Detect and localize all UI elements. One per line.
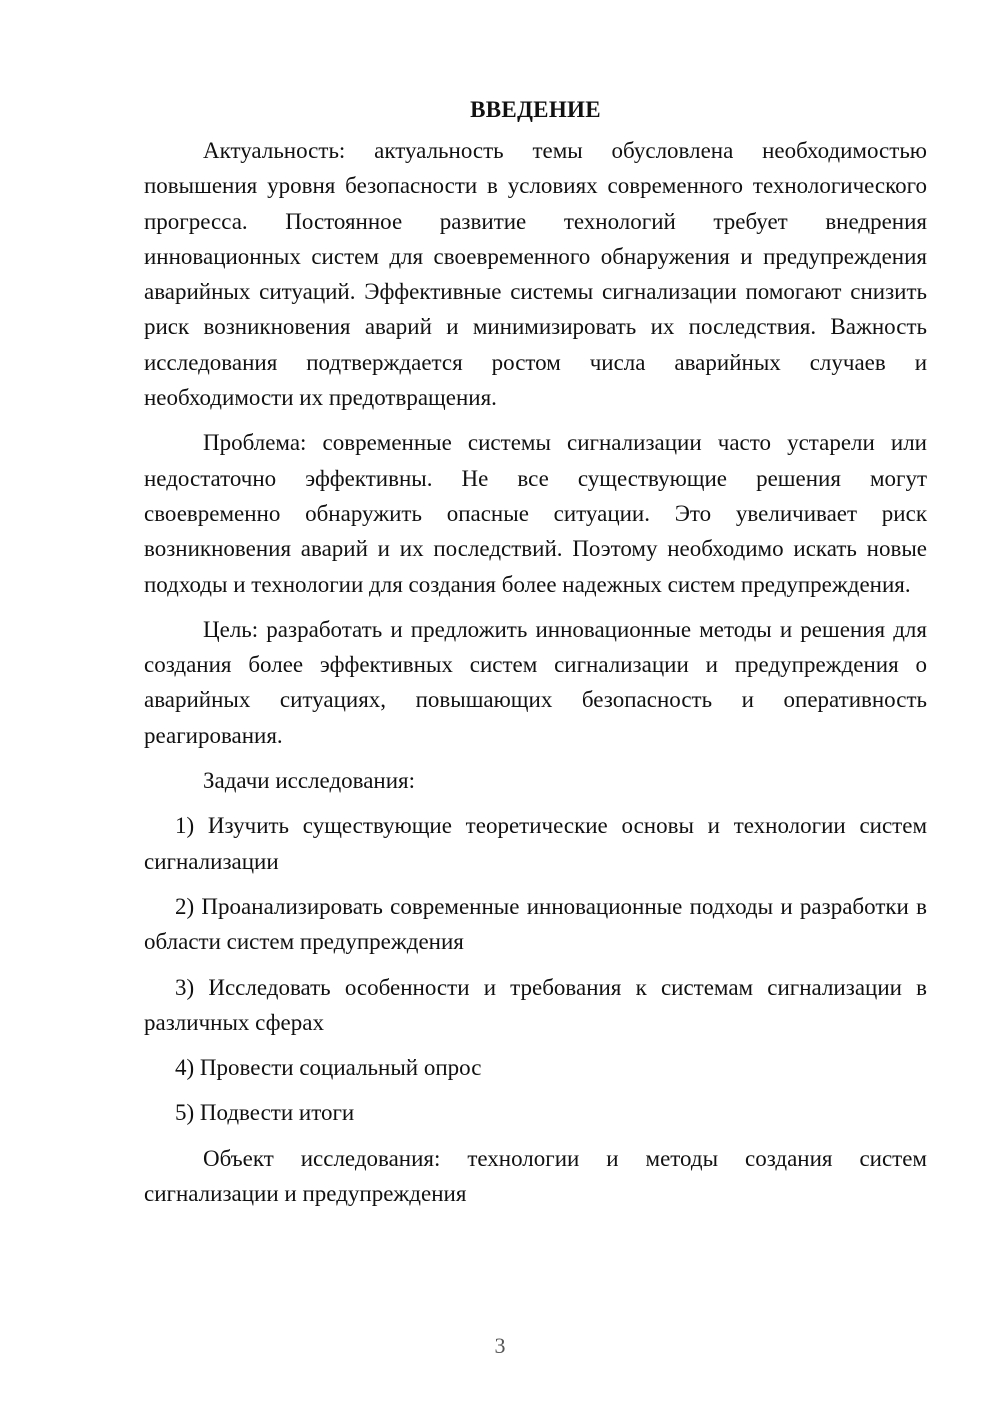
- task-item-5: 5) Подвести итоги: [175, 1100, 355, 1126]
- paragraph-goal: Цель: разработать и предложить инновационные методы и решения для создания более эффективных систем сигнализации и предупреждения о аварийных ситуациях, повышающих безопасность и оперативность реагирования.: [144, 616, 927, 748]
- paragraph-relevance: Актуальность: актуальность темы обусловлена необходимостью повышения уровня безопасности в условиях современного технологического прогресса. Постоянное развитие технологий требует внедрения инновационных систем для своевременного обнаружения и предупреждения аварийных ситуаций. Эффективные системы сигнализации помогают снизить риск возникновения аварий и минимизировать их последствия. Важность исследования подтверждается ростом числа аварийных случаев и необходимости их предотвращения.: [144, 138, 927, 411]
- task-item-1: 1) Изучить существующие теоретические основы и технологии систем сигнализации: [144, 813, 927, 874]
- page-number: 3: [494, 1333, 506, 1358]
- task-item-2: 2) Проанализировать современные инновационные подходы и разработки в области систем предупреждения: [144, 893, 927, 955]
- task-item-3: 3) Исследовать особенности и требования к системам сигнализации в различных сферах: [144, 974, 927, 1035]
- paragraph-problem: Проблема: современные системы сигнализации часто устарели или недостаточно эффективны. Не все существующие решения могут своевременно обнаружить опасные ситуации. Это увеличивает риск возникновения аварий и их последствий. Поэтому необходимо искать новые подходы и технологии для создания более надежных систем предупреждения.: [144, 430, 927, 597]
- task-item-4: 4) Провести социальный опрос: [175, 1055, 482, 1081]
- paragraph-object: Объект исследования: технологии и методы создания систем сигнализации и предупреждения: [144, 1145, 927, 1207]
- paragraph-tasks-heading: Задачи исследования:: [203, 768, 416, 794]
- section-title: ВВЕДЕНИЕ: [470, 97, 601, 122]
- page-content: [144, 92, 927, 1221]
